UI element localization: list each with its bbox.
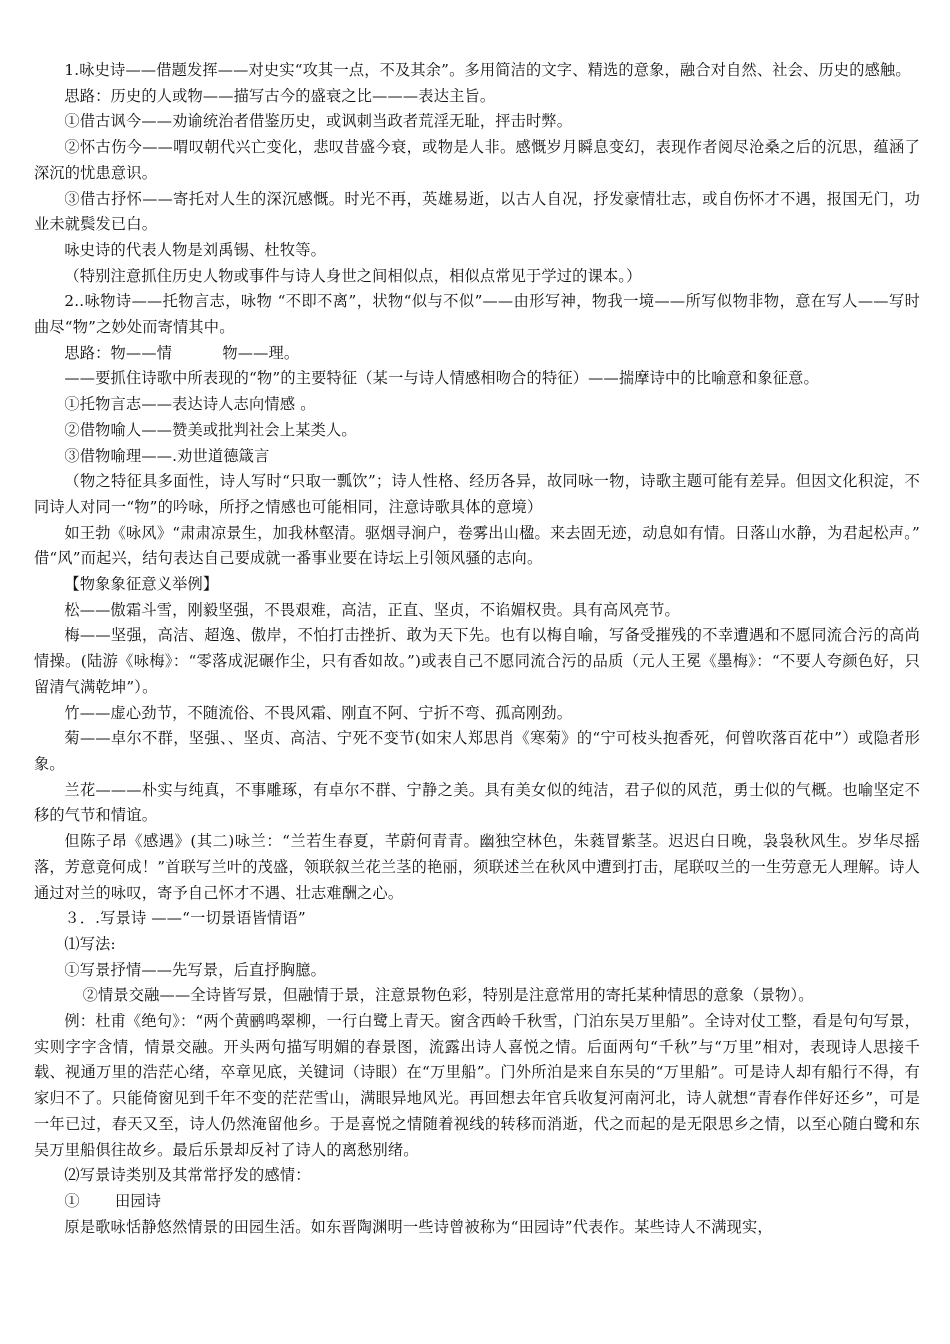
paragraph-p14: （物之特征具多面性，诗人写时“只取一瓢饮”；诗人性格、经历各异，故同咏一物，诗歌主题可能有差异。但因文化积淀，不同诗人对同一“物”的吟咏，所抒之情感也可能相同，注意诗歌具体的意境） xyxy=(34,472,920,516)
paragraph-p30: 原是歌咏恬静悠然情景的田园生活。如东晋陶渊明一些诗曾被称为“田园诗”代表作。某些诗人不满现实， xyxy=(64,1217,773,1236)
paragraph-p13: ③借物喻理——.劝世道德箴言 xyxy=(64,446,270,465)
paragraph-p4: ②怀古伤今——喟叹朝代兴亡变化，悲叹昔盛今衰，或物是人非。感慨岁月瞬息变幻，表现作者阅尽沧桑之后的沉思，蕴涵了深沉的忧患意识。 xyxy=(34,138,920,182)
paragraph-p25: ①写景抒情——先写景，后直抒胸臆。 xyxy=(64,960,326,979)
paragraph-p22: 但陈子昂《感遇》(其二)咏兰：“兰若生春夏，芊蔚何青青。幽独空林色，朱蕤冒紫茎。迟迟白日晚，袅袅秋风生。岁华尽摇落，芳意竟何成！”首联写兰叶的茂盛，领联叙兰花兰茎的艳丽，须联述兰在秋风中遭到打击，尾联叹兰的一生劳意无人理解。诗人通过对兰的咏叹，寄予自己怀才不遇、壮志难酬之心。 xyxy=(34,832,920,902)
paragraph-p9: 思路：物——情 物——理。 xyxy=(64,343,300,362)
paragraph-p12: ②借物喻人——赞美或批判社会上某类人。 xyxy=(64,420,357,439)
paragraph-p5: ③借古抒怀——寄托对人生的深沉感慨。时光不再，英雄易逝，以古人自况，抒发豪情壮志，或自伤怀才不遇，报国无门，功业未就鬓发已白。 xyxy=(34,189,920,234)
paragraph-p16: 【物象象征意义举例】 xyxy=(64,575,219,594)
paragraph-p17: 松——傲霜斗雪，刚毅坚强，不畏艰难，高洁，正直、坚贞，不谄媚权贵。具有高风亮节。 xyxy=(64,600,680,619)
paragraph-p15: 如王勃《咏风》“肃肃凉景生，加我林壑清。驱烟寻涧户，卷雾出山楹。来去固无迹，动息如有情。日落山水静，为君起松声。” 借“风”而起兴，结句表达自己要成就一番事业要在诗坛上引领风骚的志向。 xyxy=(34,523,920,568)
paragraph-p3: ①借古讽今——劝谕统治者借鉴历史，或讽刺当政者荒淫无耻，抨击时弊。 xyxy=(64,112,573,131)
paragraph-p11: ①托物言志——表达诗人志向情感 。 xyxy=(64,395,316,414)
paragraph-p29: ① 田园诗 xyxy=(64,1191,162,1210)
paragraph-p6: 咏史诗的代表人物是刘禹锡、杜牧等。 xyxy=(64,240,326,259)
paragraph-p7: （特别注意抓住历史人物或事件与诗人身世之间相似点，相似点常见于学过的课本。） xyxy=(64,266,642,285)
paragraph-p8: 2..咏物诗——托物言志，咏物 “不即不离”，状物“似与不似”——由形写神，物我一境——所写似物非物，意在写人——写时曲尽“物”之妙处而寄情其中。 xyxy=(34,292,920,337)
paragraph-p27: 例：杜甫《绝句》：“两个黄鹂鸣翠柳，一行白鹭上青天。窗含西岭千秋雪，门泊东吴万里船”。全诗对仗工整，看是句句写景，实则字字含情，情景交融。开头两句描写明媚的春景图，流露出诗人喜悦之情。后面两句“千秋”与“万里”相对，表现诗人思接千载、视通万里的浩茫心绪，卒章见底，关键词（诗眼）在“万里船”。门外所泊是来自东吴的“万里船”。可是诗人却有船行不得，有家归不了。只能倚窗见到千年不变的茫茫雪山，满眼异地风光。再回想去年官兵收复河南河北，诗人就想“青春作伴好还乡”，可是一年已过，春天又至，诗人仍然淹留他乡。于是喜悦之情随着视线的转移而消逝，代之而起的是无限思乡之情，以至心随白鹭和东吴万里船俱往故乡。最后乐景却反衬了诗人的离愁别绪。 xyxy=(34,1012,920,1159)
paragraph-p20: 菊——卓尔不群，坚强、、坚贞、高洁、宁死不变节(如宋人郑思肖《寒菊》的“宁可枝头抱香死，何曾吹落百花中”）或隐者形象。 xyxy=(34,729,920,773)
paragraph-p26: ②情景交融——全诗皆写景，但融情于景，注意景物色彩，特别是注意常用的寄托某种情思的意象（景物）。 xyxy=(82,986,814,1005)
paragraph-p2: 思路：历史的人或物——描写古今的盛衰之比———表达主旨。 xyxy=(64,86,496,105)
paragraph-p10: ——要抓住诗歌中所表现的“物”的主要特征（某一与诗人情感相吻合的特征）——揣摩诗中的比喻意和象征意。 xyxy=(64,369,819,388)
paragraph-p23: ３．.写景诗 ——“一切景语皆情语” xyxy=(64,909,306,928)
paragraph-p1: 1.咏史诗——借题发挥——对史实“攻其一点，不及其余”。多用简洁的文字、精选的意象，融合对自然、社会、历史的感触。 xyxy=(64,61,911,79)
paragraph-p21: 兰花———朴实与纯真，不事雕琢，有卓尔不群、宁静之美。具有美女似的纯洁，君子似的风范，勇士似的气概。也喻坚定不移的气节和情谊。 xyxy=(34,780,920,825)
paragraph-p19: 竹——虚心劲节，不随流俗、不畏风霜、刚直不阿、宁折不弯、孤高刚劲。 xyxy=(64,703,573,722)
paragraph-p28: ⑵写景诗类别及其常常抒发的感情： xyxy=(64,1166,311,1185)
paragraph-p24: ⑴写法: xyxy=(64,934,116,953)
paragraph-p18: 梅——坚强，高洁、超逸、傲岸，不怕打击挫折、敢为天下先。也有以梅自喻，写备受摧残的不幸遭遇和不愿同流合污的高尚情操。(陆游《咏梅》：“零落成泥碾作尘，只有香如故。”)或表自己不愿同流合污的品质（元人王冕《墨梅》：“不要人夸颜色好，只留清气满乾坤”）。 xyxy=(34,626,920,696)
